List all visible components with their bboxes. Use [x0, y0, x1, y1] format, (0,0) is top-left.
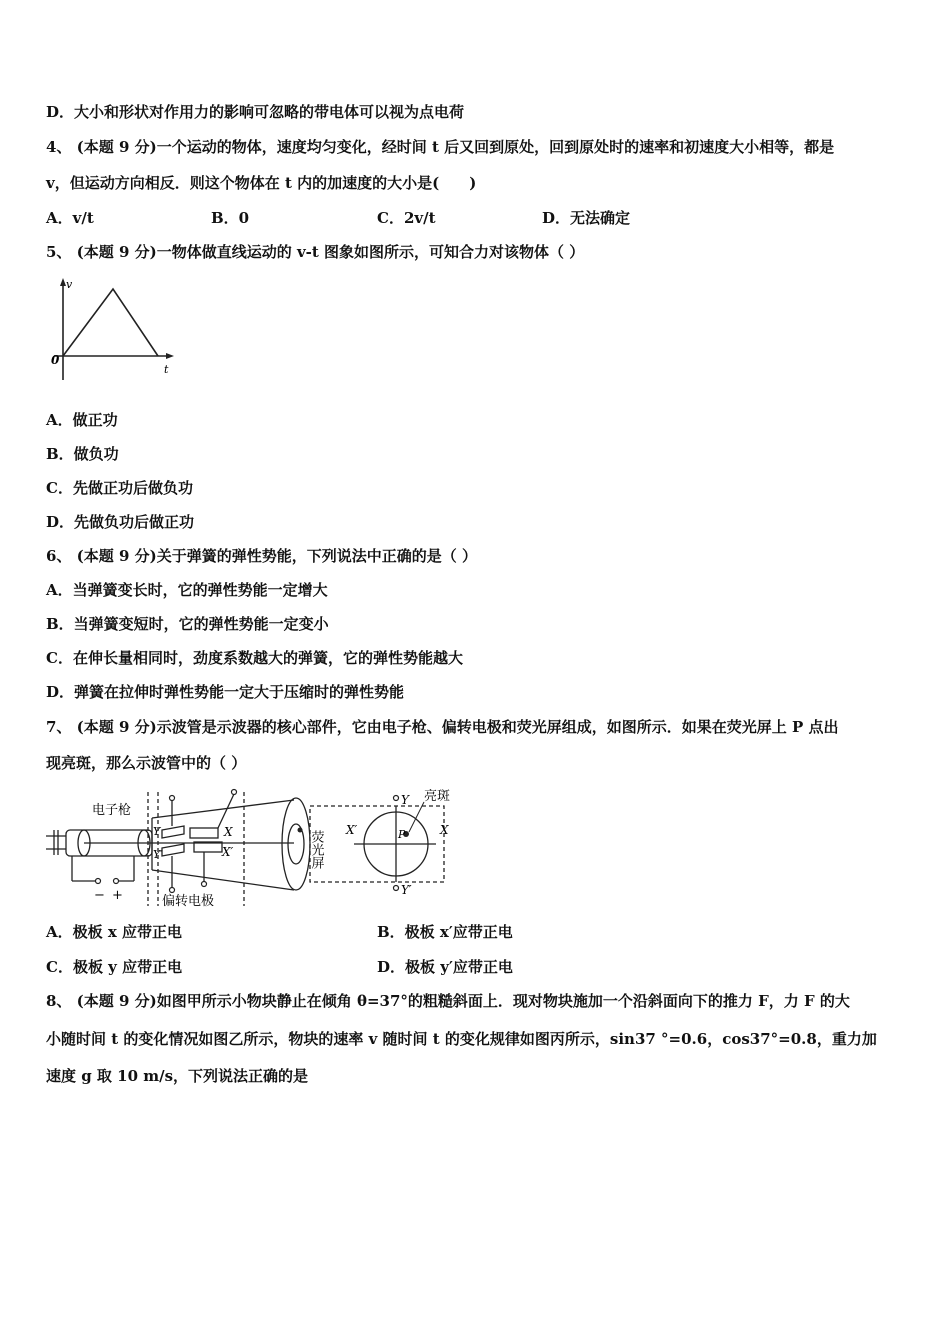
screen-label: 荧光屏: [308, 830, 324, 869]
q4-option-a: A．v/t: [46, 209, 94, 227]
t-axis-label: t: [164, 363, 169, 376]
q8-stem-line3: 速度 g 取 10 m/s，下列说法正确的是: [46, 1067, 309, 1085]
q7-option-a: A．极板 x 应带正电: [46, 923, 183, 941]
plate-x-label: X: [224, 825, 233, 839]
q5-stem: 5、 (本题 9 分)一物体做直线运动的 v-t 图象如图所示，可知合力对该物体（ ）: [46, 243, 585, 261]
q6-option-c: C．在伸长量相同时，劲度系数越大的弹簧，它的弹性势能越大: [46, 649, 463, 667]
tube-wall-bottom: [152, 870, 294, 890]
terminal-node: [170, 888, 175, 893]
origin-label: 0: [51, 353, 60, 367]
terminal-node: [232, 790, 237, 795]
q7-stem-line1: 7、 (本题 9 分)示波管是示波器的核心部件，它由电子枪、偏转电极和荧光屏组成，如图所示．如果在荧光屏上 P 点出: [46, 718, 839, 736]
bright-spot-label: 亮斑: [424, 789, 451, 804]
q6-option-d: D．弹簧在拉伸时弹性势能一定大于压缩时的弹性势能: [46, 683, 405, 701]
y-plate-bottom: [162, 844, 184, 856]
vt-curve: [63, 289, 158, 356]
terminal-node: [394, 796, 399, 801]
screen-xp-label: X′: [346, 823, 358, 837]
screen-x-label: X: [440, 823, 449, 837]
oscilloscope-tube-diagram: [44, 786, 464, 912]
screen-y-label: Y: [401, 793, 409, 807]
q4-stem-line2: v，但运动方向相反．则这个物体在 t 内的加速度的大小是( ): [46, 174, 477, 192]
deflecting-electrode-label: 偏转电极: [162, 894, 215, 909]
q8-stem-line2: 小随时间 t 的变化情况如图乙所示，物块的速率 v 随时间 t 的变化规律如图丙所示，sin37 °=0.6，cos37°=0.8，重力加: [46, 1030, 877, 1048]
plate-xp-label: X′: [222, 845, 234, 859]
terminal-node: [114, 879, 119, 884]
tube-screen-spot: [298, 828, 303, 833]
q7-option-c: C．极板 y 应带正电: [46, 958, 183, 976]
q5-option-d: D．先做负功后做正功: [46, 513, 195, 531]
plus-label: +: [112, 888, 123, 903]
fluorescent-screen: [282, 798, 310, 890]
y-plate-top: [162, 826, 184, 838]
q4-stem-line1: 4、 (本题 9 分)一个运动的物体，速度均匀变化，经时间 t 后又回到原处，回到原处时的速率和初速度大小相等，都是: [46, 138, 835, 156]
screen-yp-label: Y′: [401, 883, 412, 897]
q4-option-d: D．无法确定: [542, 209, 631, 227]
q3-option-d: D．大小和形状对作用力的影响可忽略的带电体可以视为点电荷: [46, 103, 465, 121]
v-axis-label: v: [66, 278, 73, 291]
x-plate-front: [190, 828, 218, 838]
vt-graph: [44, 276, 184, 384]
q5-option-c: C．先做正功后做负功: [46, 479, 193, 497]
q6-option-b: B．当弹簧变短时，它的弹性势能一定变小: [46, 615, 329, 633]
q7-option-d: D．极板 y′应带正电: [377, 958, 513, 976]
q5-option-b: B．做负功: [46, 445, 119, 463]
terminal-node: [394, 886, 399, 891]
tube-wall-top: [152, 800, 294, 818]
x-plate-wire: [218, 794, 234, 828]
terminal-node: [170, 796, 175, 801]
q5-option-a: A．做正功: [46, 411, 118, 429]
q4-option-c: C．2v/t: [377, 209, 436, 227]
point-p-label: P: [398, 828, 406, 841]
plate-y-label: Y: [153, 825, 161, 838]
q6-stem: 6、 (本题 9 分)关于弹簧的弹性势能，下列说法中正确的是（ ）: [46, 547, 477, 565]
plate-yp-label: Y′: [153, 848, 163, 861]
q6-option-a: A．当弹簧变长时，它的弹性势能一定增大: [46, 581, 328, 599]
minus-label: −: [94, 888, 105, 903]
electron-gun-label: 电子枪: [92, 803, 132, 818]
q4-option-b: B．0: [211, 209, 250, 227]
q7-stem-line2: 现亮斑，那么示波管中的（ ）: [46, 754, 247, 772]
terminal-node: [202, 882, 207, 887]
q8-stem-line1: 8、 (本题 9 分)如图甲所示小物块静止在倾角 θ=37°的粗糙斜面上．现对物块施加一个沿斜面向下的推力 F，力 F 的大: [46, 992, 850, 1010]
q7-option-b: B．极板 x′应带正电: [377, 923, 513, 941]
terminal-node: [96, 879, 101, 884]
t-axis-arrow: [166, 353, 174, 359]
